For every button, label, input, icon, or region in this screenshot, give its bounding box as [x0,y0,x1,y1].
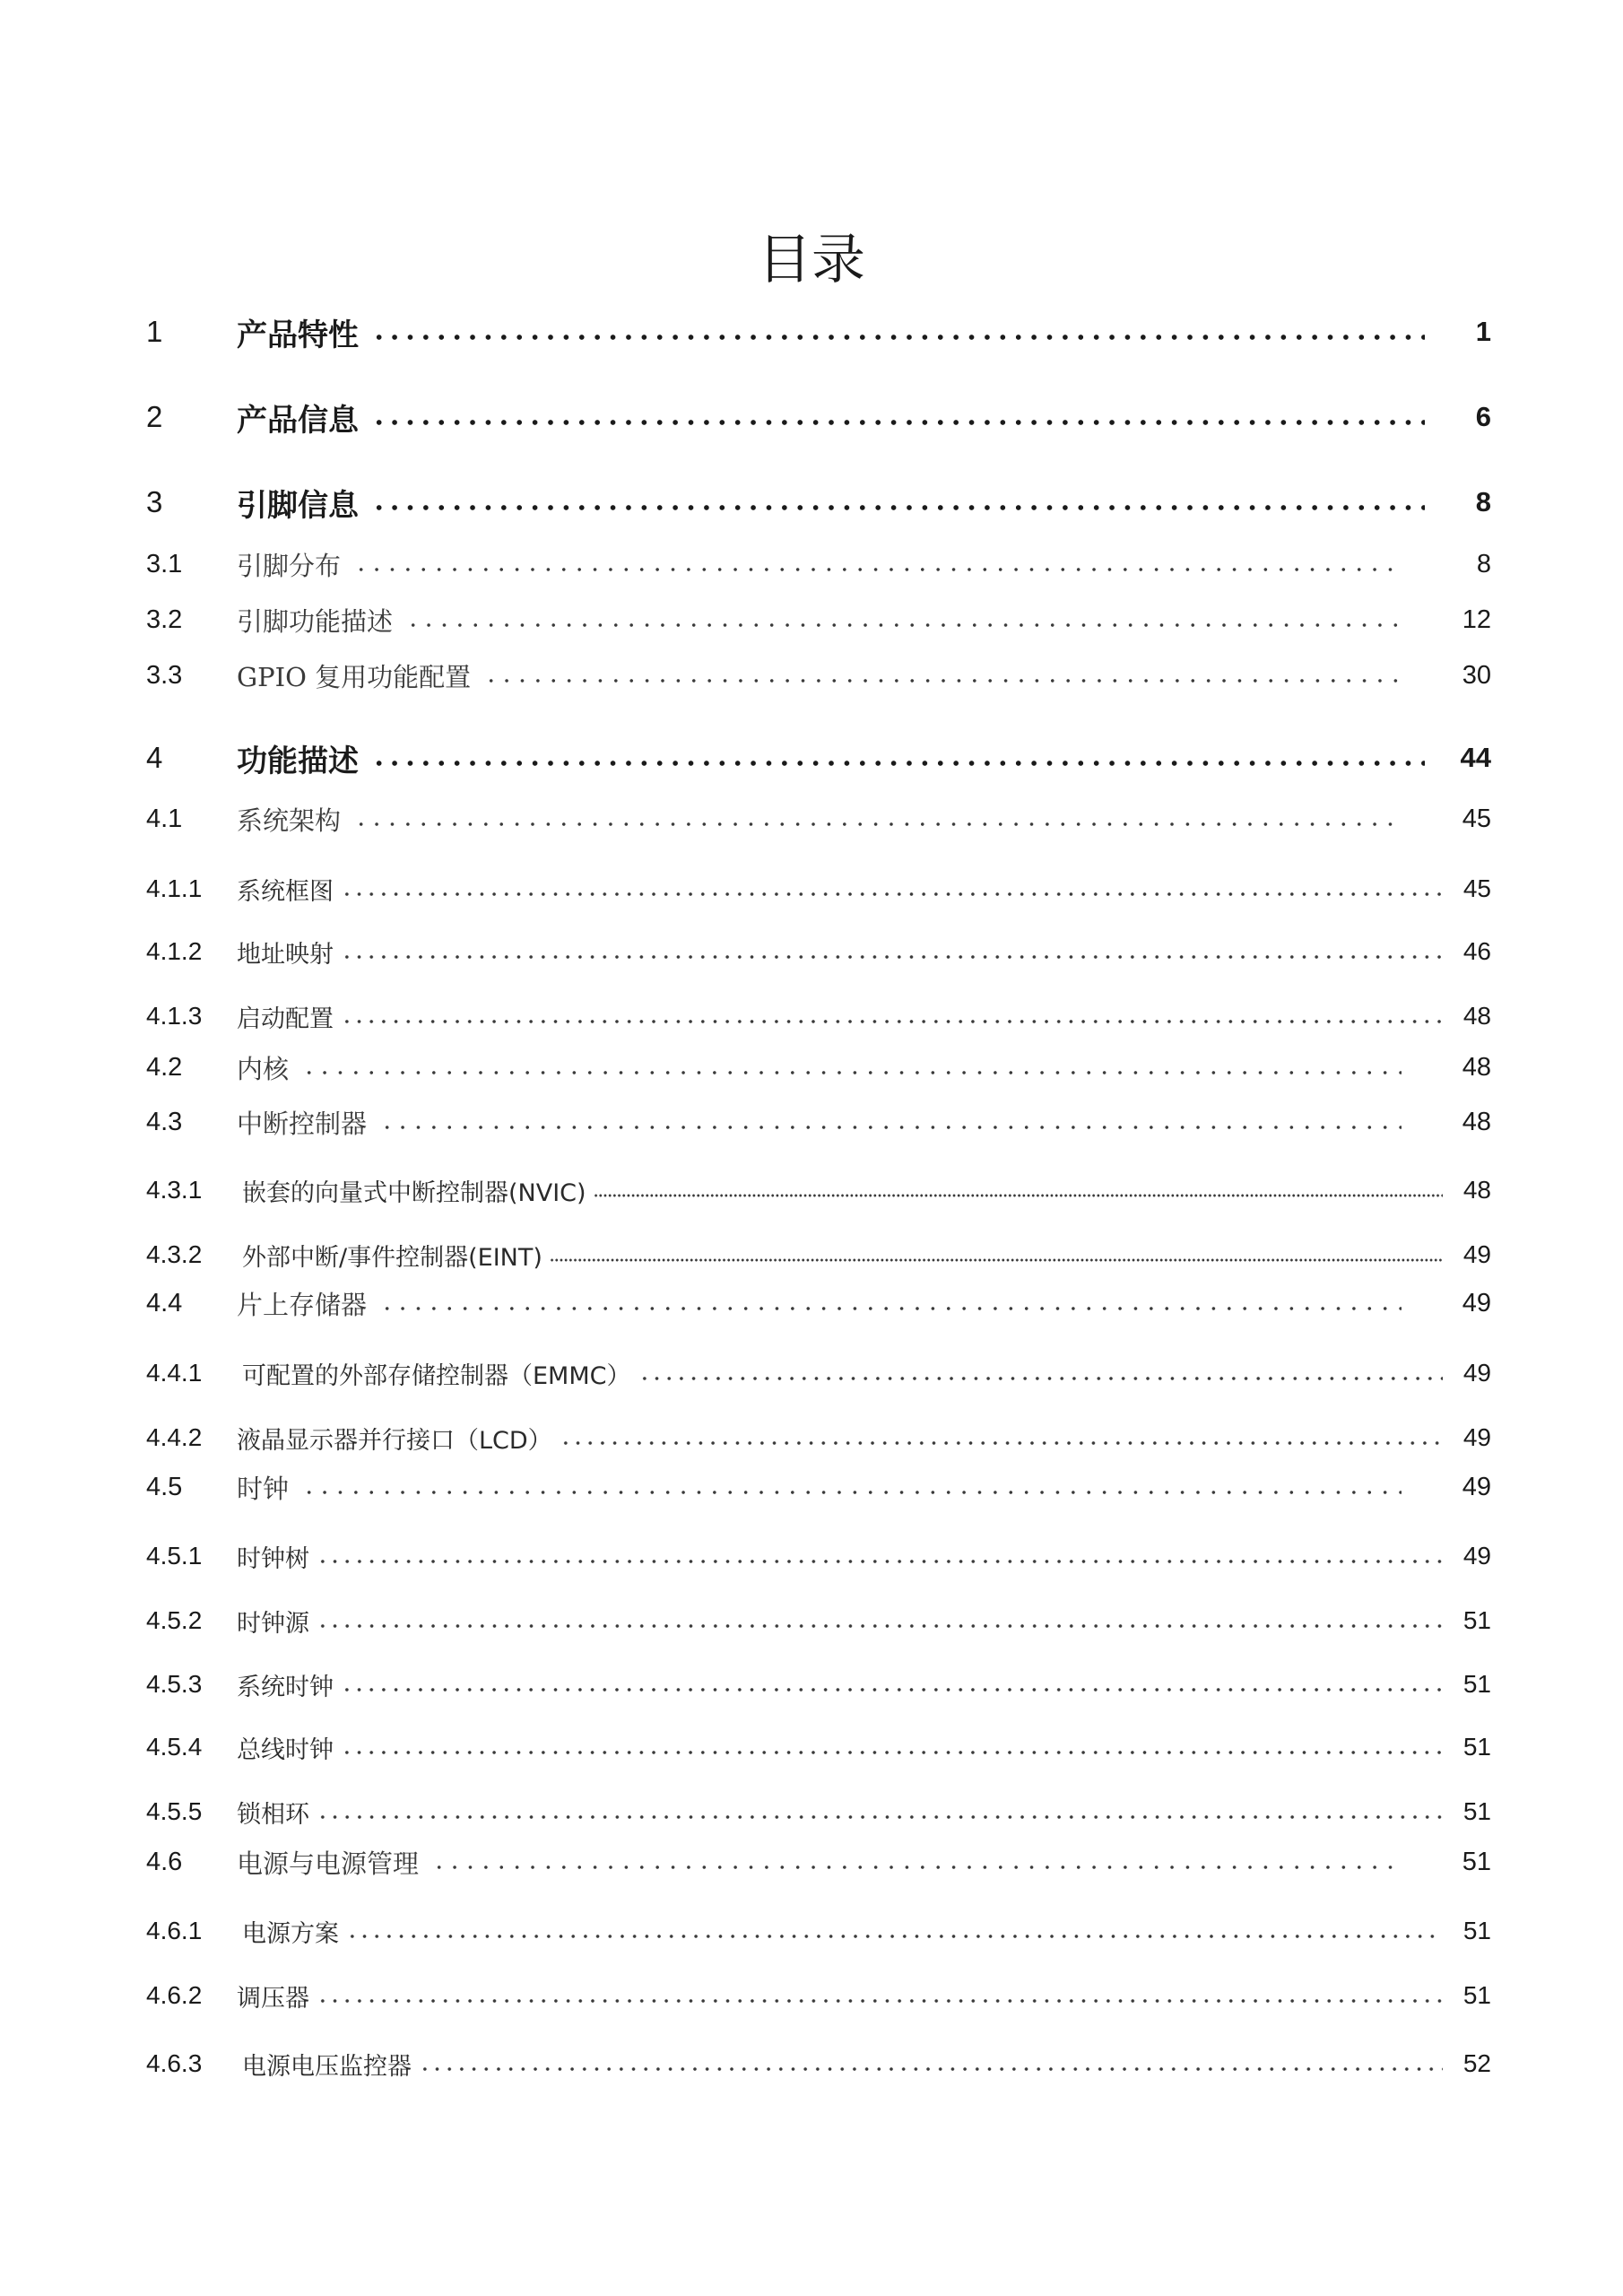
dot-leader [317,1814,1443,1820]
dot-leader [341,954,1443,960]
toc-label: 可配置的外部存储控制器（EMMC） [242,1361,631,1390]
toc-page-number: 49 [1462,1472,1491,1501]
toc-label: 系统时钟 [237,1673,334,1701]
toc-page-number: 51 [1462,1917,1491,1944]
toc-number: 4.3.1 [146,1176,203,1204]
toc-entry-4-4-1[interactable] [146,1351,1491,1396]
toc-page-number: 46 [1462,937,1491,965]
toc-number: 4.4.2 [146,1423,203,1451]
toc-entry-4-1-3[interactable] [146,994,1491,1039]
dot-leader [317,1998,1443,2004]
toc-label: 电源与电源管理 [237,1848,420,1879]
toc-entry-4-4[interactable] [146,1281,1491,1326]
toc-entry-4[interactable] [146,735,1491,780]
toc-entry-4-3[interactable] [146,1100,1491,1144]
toc-page-number: 49 [1462,1542,1491,1570]
toc-number: 3.2 [146,604,183,634]
toc-label: 调压器 [237,1984,309,2013]
dot-leader [353,822,1402,827]
toc-page-number: 51 [1462,1733,1491,1761]
toc-label: 引脚分布 [237,550,342,581]
dot-leader [301,1070,1402,1075]
toc-number: 4.6 [146,1847,183,1876]
toc-entry-2[interactable] [146,395,1491,439]
toc-entry-4-5-1[interactable] [146,1534,1491,1578]
toc-label: 时钟树 [237,1544,309,1573]
toc-label: 片上存储器 [237,1289,368,1320]
dot-leader [341,1019,1443,1024]
dot-leader [371,761,1425,766]
toc-entry-4-1-2[interactable] [146,929,1491,974]
toc-number: 3 [146,485,163,518]
dot-leader [371,420,1425,425]
toc-label: 时钟 [237,1473,290,1504]
toc-label: 外部中断/事件控制器(EINT) [242,1243,542,1272]
dot-leader [431,1865,1402,1870]
toc-page-number: 51 [1462,1797,1491,1825]
dot-leader [638,1376,1443,1381]
dot-leader [317,1623,1443,1629]
toc-entry-4-5-3[interactable] [146,1662,1491,1707]
toc-entry-3-3[interactable] [146,653,1491,698]
dot-leader [341,1750,1443,1755]
toc-number: 4.4.1 [146,1359,203,1387]
toc-number: 4.6.2 [146,1981,203,2009]
toc-number: 4.5.2 [146,1606,203,1634]
toc-label: GPIO 复用功能配置 [237,661,472,692]
toc-number: 4.3.2 [146,1240,203,1268]
toc-number: 4.6.3 [146,2049,203,2077]
toc-page-number: 45 [1462,804,1491,833]
toc-label: 系统框图 [237,877,334,906]
toc-number: 4.5.1 [146,1542,203,1570]
dot-leader [341,1687,1443,1692]
toc-entry-3[interactable] [146,480,1491,525]
dot-leader [353,567,1402,572]
toc-label: 地址映射 [237,940,334,969]
toc-entry-3-1[interactable] [146,542,1491,587]
toc-label: 引脚功能描述 [237,605,394,637]
toc-label: 系统架构 [237,804,342,836]
toc-label: 内核 [237,1053,290,1084]
toc-entry-4-1-1[interactable] [146,866,1491,911]
toc-label: 电源方案 [242,1919,339,1948]
toc-label: 液晶显示器并行接口（LCD） [237,1426,552,1455]
dot-leader [346,1934,1443,1939]
toc-number: 4.6.1 [146,1917,203,1944]
toc-page-number: 6 [1475,401,1491,432]
dot-leader [379,1125,1402,1130]
dot-leader [379,1306,1402,1311]
dot-leader [560,1440,1443,1446]
toc-page-number: 51 [1462,1847,1491,1876]
toc-label: 嵌套的向量式中断控制器(NVIC) [242,1178,586,1207]
toc-number: 4.3 [146,1107,183,1136]
dot-leader [317,1559,1443,1564]
toc-entry-4-2[interactable] [146,1045,1491,1090]
toc-page-number: 49 [1462,1288,1491,1318]
toc-page-number: 48 [1462,1107,1491,1136]
toc-number: 4.5.4 [146,1733,203,1761]
toc-entry-4-5[interactable] [146,1465,1491,1509]
page-title: 目录 [758,229,865,291]
toc-number: 4.5 [146,1472,183,1501]
toc-number: 4.1.3 [146,1002,203,1030]
toc-number: 3.3 [146,660,183,690]
toc-entry-4-6-3[interactable] [146,2041,1491,2086]
toc-label: 电源电压监控器 [242,2052,412,2081]
dot-leader [341,891,1443,897]
toc-entry-4-6[interactable] [146,1839,1491,1884]
toc-page-number: 51 [1462,1670,1491,1698]
toc-page-number: 52 [1462,2049,1491,2077]
toc-page-number: 49 [1462,1423,1491,1451]
toc-label: 引脚信息 [237,487,359,524]
toc-label: 产品特性 [237,317,359,353]
toc-page-number: 48 [1462,1002,1491,1030]
toc-number: 4.2 [146,1052,183,1082]
toc-page-number: 51 [1462,1981,1491,2009]
toc-page-number: 49 [1462,1240,1491,1268]
toc-page-number: 48 [1462,1176,1491,1204]
dot-leader [594,1193,1443,1198]
dot-leader [371,335,1425,340]
toc-page-number: 44 [1460,742,1491,773]
toc-page-number: 51 [1462,1606,1491,1634]
dot-leader [419,2066,1443,2072]
toc-entry-4-3-2[interactable] [146,1232,1491,1277]
toc-number: 4.4 [146,1288,183,1318]
dot-leader [550,1257,1443,1263]
toc-number: 4.1.2 [146,937,203,965]
toc-page-number: 8 [1475,486,1491,517]
toc-number: 2 [146,400,163,433]
toc-page-number: 48 [1462,1052,1491,1082]
dot-leader [371,505,1425,510]
toc-label: 中断控制器 [237,1108,368,1139]
toc-label: 时钟源 [237,1609,309,1638]
toc-label: 总线时钟 [237,1735,334,1764]
toc-entry-4-1[interactable] [146,796,1491,841]
toc-label: 功能描述 [237,743,359,779]
toc-page-number: 49 [1462,1359,1491,1387]
toc-number: 4.1 [146,804,183,833]
toc-entry-4-5-2[interactable] [146,1598,1491,1643]
toc-entry-4-5-4[interactable] [146,1725,1491,1770]
toc-label: 产品信息 [237,402,359,439]
toc-number: 4.5.5 [146,1797,203,1825]
toc-number: 4.5.3 [146,1670,203,1698]
toc-page-number: 12 [1462,604,1491,634]
toc-entry-4-4-2[interactable] [146,1415,1491,1460]
toc-entry-1[interactable] [146,309,1491,354]
toc-page-number: 45 [1462,874,1491,902]
dot-leader [483,678,1402,683]
toc-number: 3.1 [146,549,183,578]
toc-page-number: 1 [1475,316,1491,347]
toc-page-number: 30 [1462,660,1491,690]
toc-entry-4-5-5[interactable] [146,1789,1491,1834]
toc-entry-4-6-1[interactable] [146,1909,1491,1953]
toc-entry-4-3-1[interactable] [146,1168,1491,1213]
toc-number: 4 [146,741,163,774]
dot-leader [405,622,1402,628]
toc-entry-4-6-2[interactable] [146,1973,1491,2018]
toc-label: 启动配置 [237,1004,334,1033]
toc-page-number: 8 [1476,549,1491,578]
toc-label: 锁相环 [237,1800,309,1829]
dot-leader [301,1490,1402,1495]
toc-entry-3-2[interactable] [146,597,1491,642]
toc-number: 4.1.1 [146,874,203,902]
toc-number: 1 [146,315,163,348]
